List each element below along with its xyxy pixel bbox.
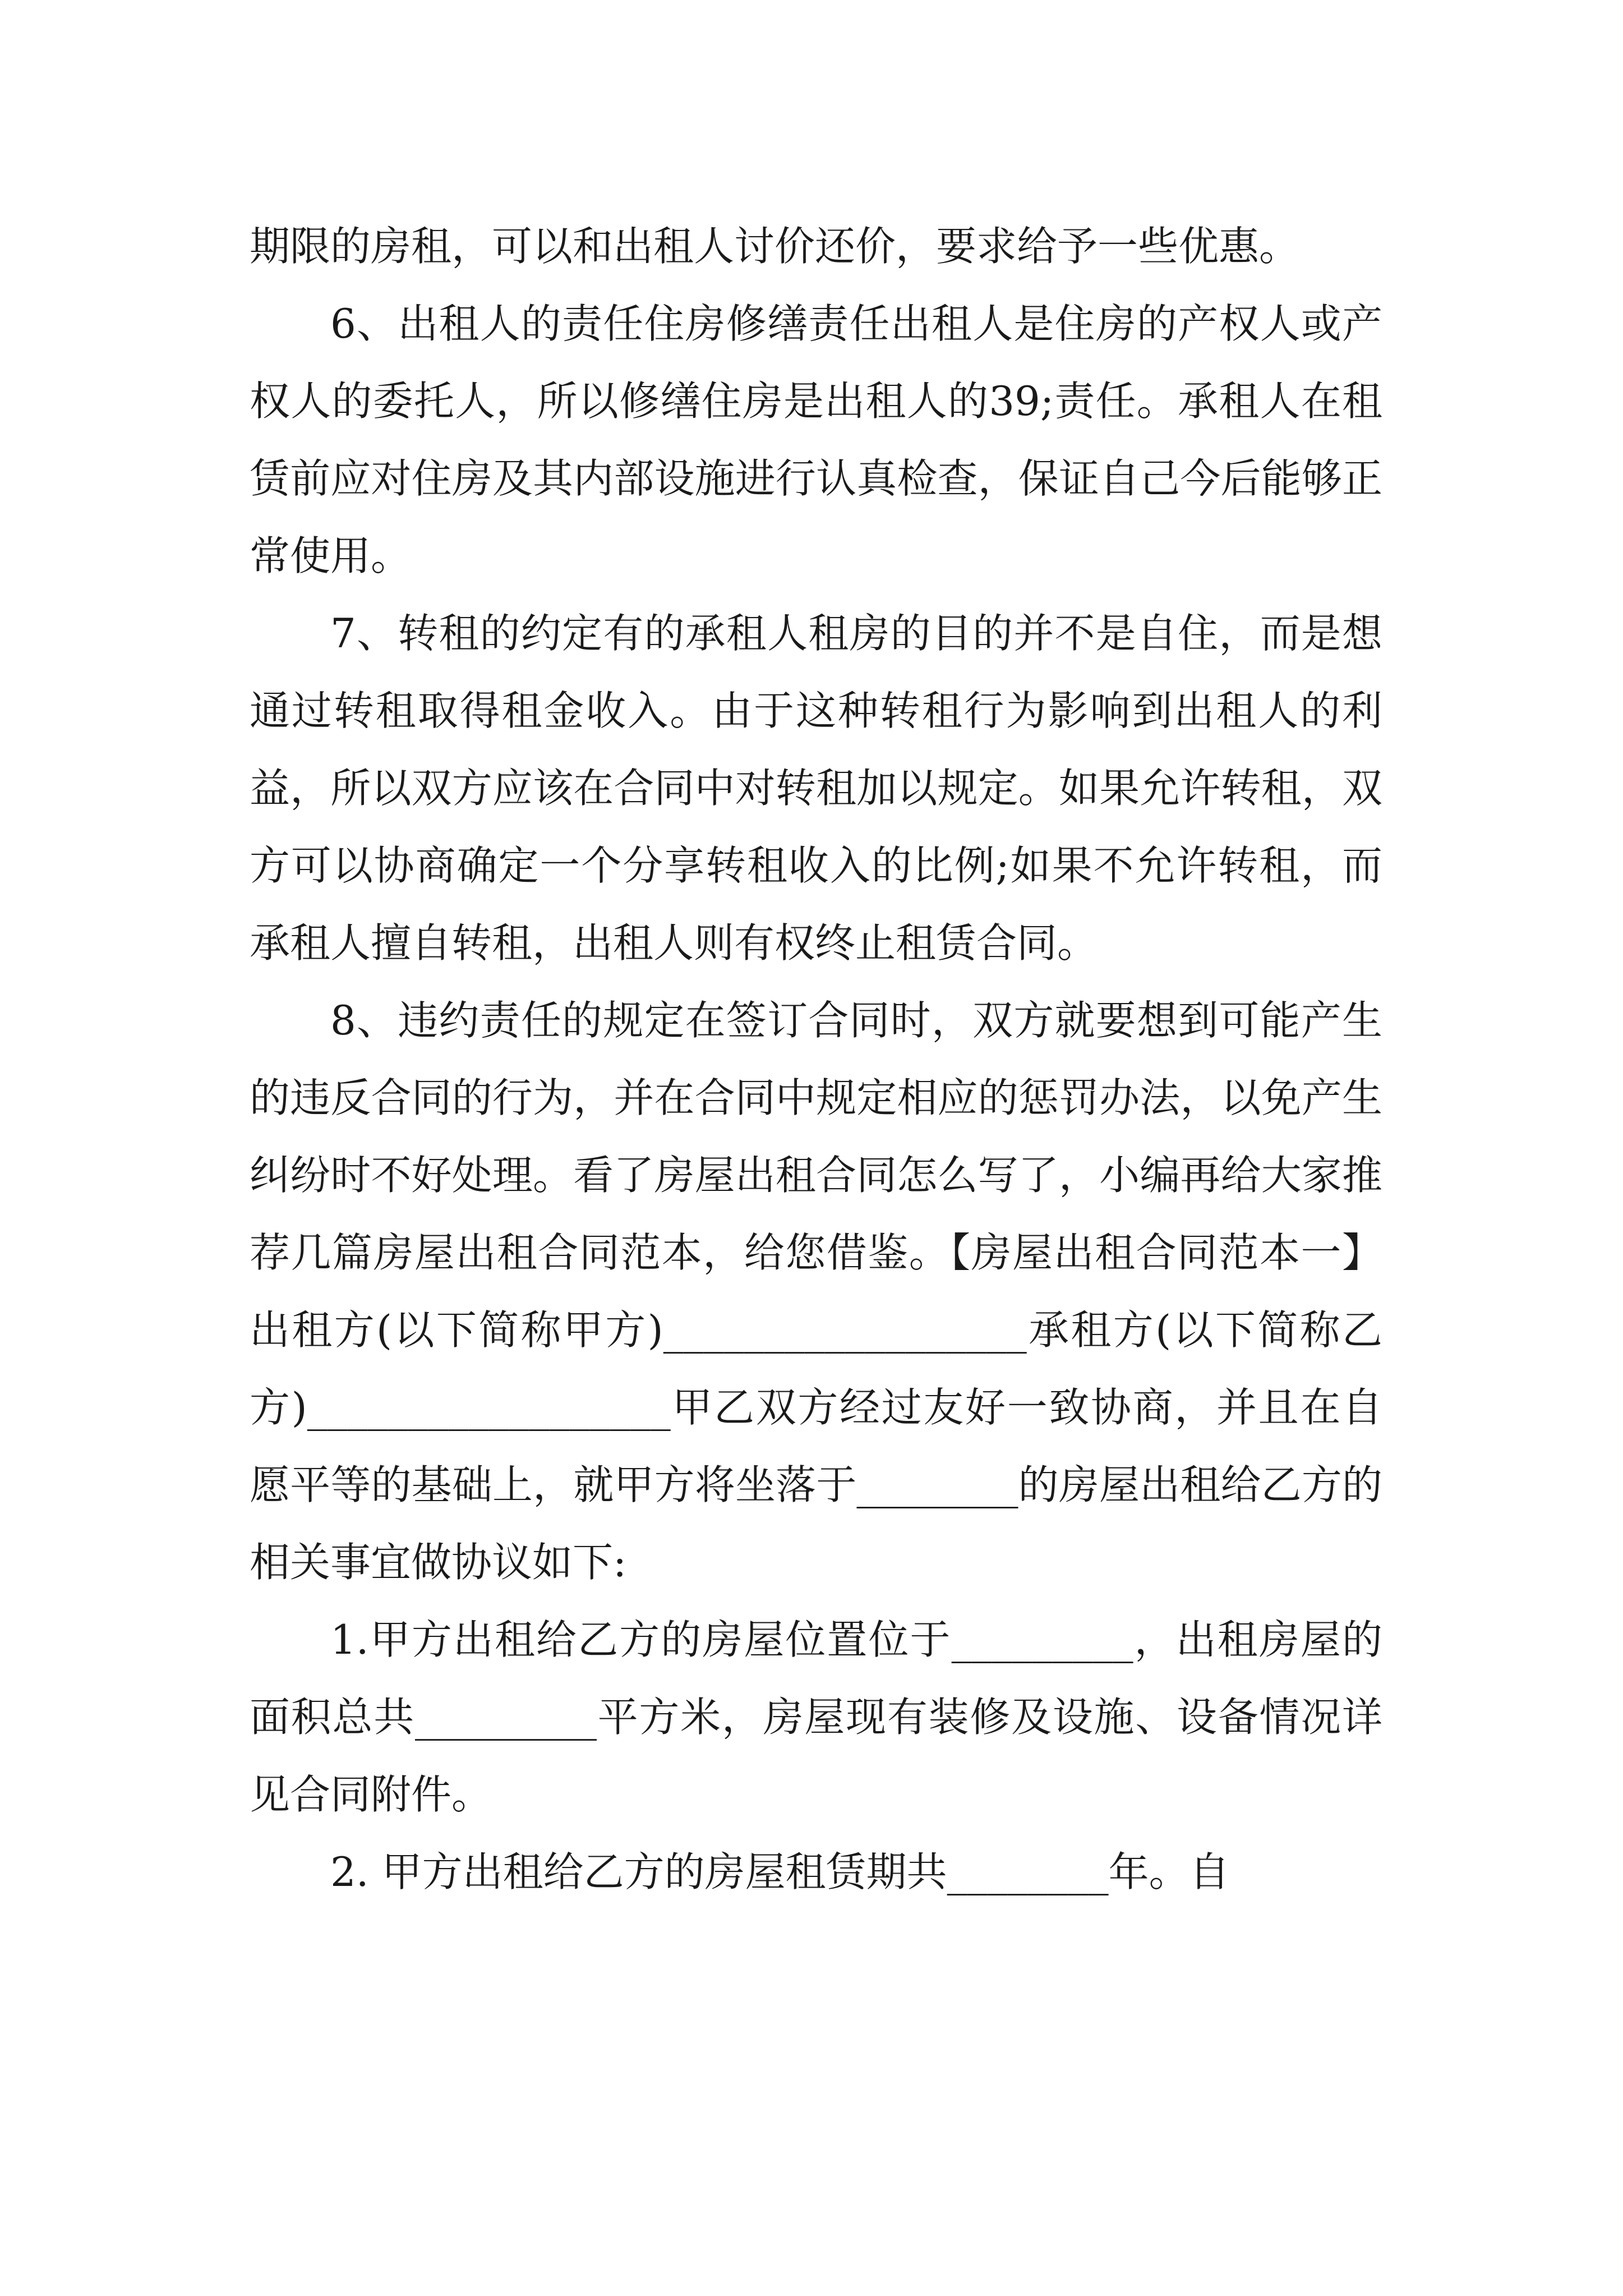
paragraph-1: 期限的房租，可以和出租人讨价还价，要求给予一些优惠。 xyxy=(250,223,1300,270)
document-body xyxy=(250,208,1382,1911)
paragraph-4: 8、违约责任的规定在签订合同时，双方就要想到可能产生的违反合同的行为，并在合同中规定相应的惩罚办法，以免产生纠纷时不好处理。看了房屋出租合同怎么写了，小编再给大家推荐几篇房屋出租合同范本，给您借鉴。【房屋出租合同范本一】出租方(以下简称甲方)__________________承租方(以下简称乙方)__________________甲乙双方经过友好一致协商，并且在自愿平等的基础上，就甲方将坐落于________的房屋出租给乙方的相关事宜做协议如下: xyxy=(250,997,1382,1586)
paragraph-5: 1.甲方出租给乙方的房屋位置位于_________，出租房屋的面积总共_________平方米，房屋现有装修及设施、设备情况详见合同附件。 xyxy=(250,1616,1382,1818)
paragraph-3: 7、转租的约定有的承租人租房的目的并不是自住，而是想通过转租取得租金收入。由于这种转租行为影响到出租人的利益，所以双方应该在合同中对转租加以规定。如果允许转租，双方可以协商确定一个分享转租收入的比例;如果不允许转租，而承租人擅自转租，出租人则有权终止租赁合同。 xyxy=(250,610,1382,967)
paragraph-6: 2. 甲方出租给乙方的房屋租赁期共________年。自 xyxy=(330,1848,1230,1895)
paragraph-2: 6、出租人的责任住房修缮责任出租人是住房的产权人或产权人的委托人，所以修缮住房是出租人的39;责任。承租人在租赁前应对住房及其内部设施进行认真检查，保证自己今后能够正常使用。 xyxy=(250,300,1382,579)
